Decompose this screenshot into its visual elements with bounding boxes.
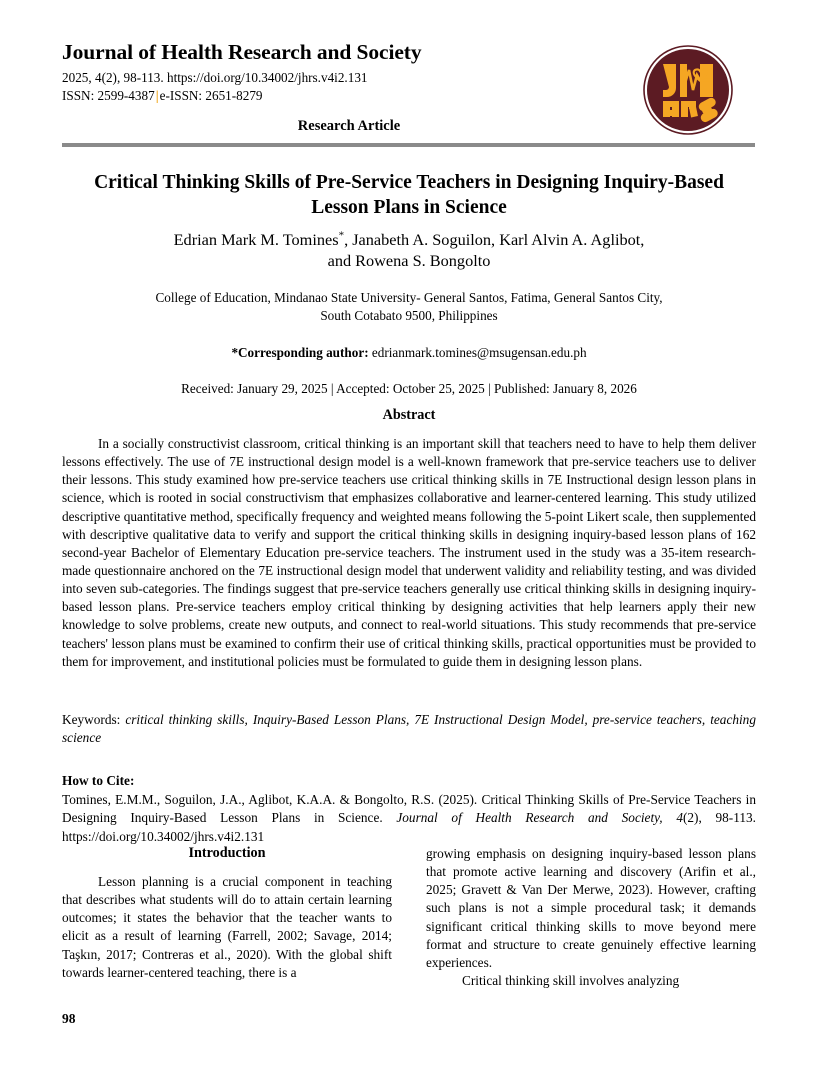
keywords-label: Keywords: xyxy=(62,712,126,727)
issn-separator: | xyxy=(155,88,159,104)
article-body xyxy=(62,845,756,990)
abstract-section xyxy=(62,407,756,671)
page-number: 98 xyxy=(62,1011,76,1026)
citation-journal-name: Journal of Health Research and Society, 4 xyxy=(396,810,683,826)
affiliation: College of Education, Mindanao State University- General Santos, Fatima, General Santos City, South Cotabato 9500, Philippines xyxy=(155,290,663,323)
article-type-label: Research Article xyxy=(297,118,401,134)
section-heading-introduction: Introduction xyxy=(188,845,266,861)
authors-line-two: and Rowena S. Bongolto xyxy=(327,251,491,271)
issue-doi-line: 2025, 4(2), 98-113. https://doi.org/10.34002/jhrs.v4i2.131 xyxy=(62,69,368,85)
logo-svg xyxy=(642,44,734,136)
issn-electronic: e-ISSN: 2651-8279 xyxy=(159,88,263,104)
how-to-cite-label: How to Cite: xyxy=(62,773,135,788)
publication-dates: Received: January 29, 2025 | Accepted: October 25, 2025 | Published: January 8, 2026 xyxy=(181,380,637,396)
column-left xyxy=(62,845,392,990)
citation-part-one: Tomines, E.M.M., Soguilon, J.A., Aglibot, K.A.A. & Bongolto, R.S. (2025). Critical Thinking Skills of Pre-Service Teachers in Designing Inquiry-Based Lesson Plans in Science. xyxy=(62,792,756,826)
corresponding-author xyxy=(62,345,756,361)
authors-rest: , Janabeth A. Soguilon, Karl Alvin A. Aglibot, xyxy=(344,229,645,249)
how-to-cite-text xyxy=(62,791,756,846)
journal-title: Journal of Health Research and Society xyxy=(62,40,422,64)
corresponding-marker: * xyxy=(338,229,345,242)
abstract-text: In a socially constructivist classroom, critical thinking is an important skill that teachers need to have to help them deliver lessons effectively. The use of 7E instructional design model is a well-known framework that pre-service teachers use to deliver their lessons. This study examined how pre-service teachers use critical thinking skills in 7E Instructional design lesson plans in science, which is rooted in social constructivism that emphasizes collaborative and learner-centered learning. This study utilized descriptive quantitative method, specifically frequency and weighted means following the 5-point Likert scale, then supplemented with descriptive qualitative data to verify and support the critical thinking skills in designing inquiry-based lesson plans of 162 second-year Bachelor of Elementary Education pre-service teachers. The instrument used in the study was a 35-item research-made questionnaire anchored on the 7E instructional design model that underwent validity and reliability testing, and was divided into seven sub-categories. The findings suggest that pre-service teachers generally use critical thinking skills in designing inquiry-based lesson plans. Pre-service teachers employ critical thinking by designing activities that help learners apply their new knowledge to solve problems, create new outputs, and connect to real-world situations. This study recommends that pre-service teachers' lesson plans must be examined to confirm their use of critical thinking skills, practical opportunities must be provided to them for improvement, and institutional policies must be formulated to guide them in designing lesson plans. xyxy=(62,436,756,669)
header-divider xyxy=(62,143,755,147)
intro-paragraph-right-continued: growing emphasis on designing inquiry-based lesson plans that promote active learning and discovery (Arifin et al., 2025; Gravett & Van Der Merwe, 2023). However, crafting such plans is not a simple procedural task; it demands significant critical thinking skills to move beyond mere format and structure to create genuinely effective learning experiences. xyxy=(426,846,756,970)
how-to-cite-section xyxy=(62,772,756,846)
author-corresponding: Edrian Mark M. Tomines xyxy=(173,229,339,249)
jhrs-journal-logo xyxy=(642,44,734,136)
keywords xyxy=(62,711,756,747)
intro-paragraph-right-next: Critical thinking skill involves analyzing xyxy=(462,972,680,988)
issn-print: ISSN: 2599-4387 xyxy=(62,88,155,104)
corresponding-email[interactable]: edrianmark.tomines@msugensan.edu.ph xyxy=(371,344,587,360)
authors-list xyxy=(62,229,756,272)
corresponding-label: *Corresponding author: xyxy=(231,344,369,360)
title-block xyxy=(62,170,756,397)
citation-part-two: (2), 98-113. https://doi.org/10.34002/jhrs.v4i2.131 xyxy=(62,810,757,844)
intro-paragraph-left: Lesson planning is a crucial component in teaching that describes what students will do to attain certain learning outcomes; it states the behavior that the teacher wants to elicit as a result of learning (Farrell, 2002; Savage, 2014; Taşkın, 2017; Contreras et al., 2020). With the global shift towards learner-centered teaching, there is a xyxy=(62,874,392,980)
abstract-heading: Abstract xyxy=(382,407,436,423)
column-right xyxy=(426,845,756,990)
page-title: Critical Thinking Skills of Pre-Service Teachers in Designing Inquiry-Based Lesson Plans in Science xyxy=(94,172,724,219)
keywords-list: critical thinking skills, Inquiry-Based Lesson Plans, 7E Instructional Design Model, pre-service teachers, teaching science xyxy=(62,712,756,746)
